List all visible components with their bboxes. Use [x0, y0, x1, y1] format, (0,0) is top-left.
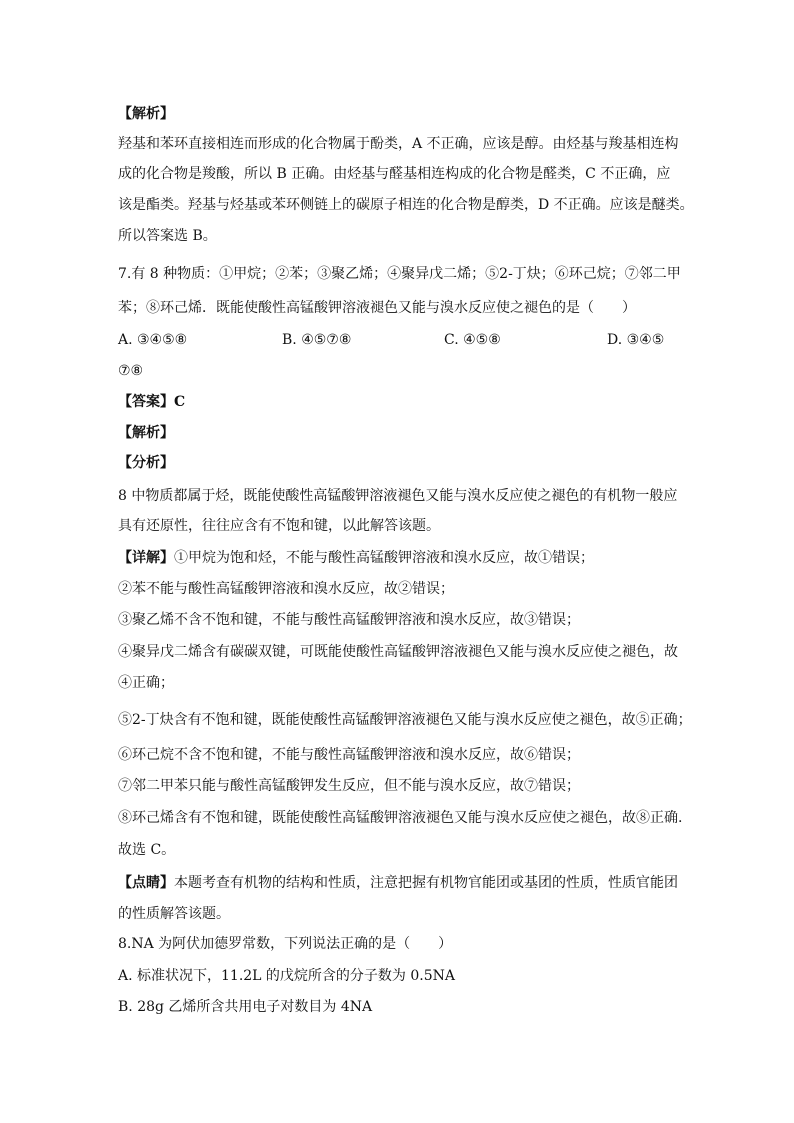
option-a: A. ③④⑤⑧	[118, 332, 188, 348]
question-8-stem: 8.NA 为阿伏加德罗常数，下列说法正确的是（ ）	[118, 936, 453, 952]
answer	[118, 392, 185, 412]
option-a: A. 标准状况下，11.2L 的戊烷所含的分子数为 0.5NA	[118, 968, 456, 984]
detail-line: ⑥环己烷不含不饱和键，不能与酸性高锰酸钾溶液和溴水反应，故⑥错误；	[118, 747, 580, 763]
fenxi-line: 具有还原性，往往应含有不饱和键，以此解答该题。	[118, 518, 440, 534]
analysis-line: 所以答案选 B。	[118, 228, 217, 244]
detail-line: ⑦邻二甲苯只能与酸性高锰酸钾发生反应，但不能与溴水反应，故⑦错误；	[118, 778, 580, 794]
detail-text: ①甲烷为饱和烃，不能与酸性高锰酸钾溶液和溴水反应，故①错误；	[174, 550, 594, 566]
detail-line: 故选 C。	[118, 842, 176, 858]
point-line	[118, 873, 678, 893]
detail-line: ③聚乙烯不含不饱和键，不能与酸性高锰酸钾溶液和溴水反应，故③错误；	[118, 612, 580, 628]
detail-line: ②苯不能与酸性高锰酸钾溶液和溴水反应，故②错误；	[118, 581, 454, 597]
detail-line: ④正确；	[118, 675, 174, 691]
option-b: B. ④⑤⑦⑧	[282, 332, 352, 348]
fenxi-line: 8 中物质都属于烃，既能使酸性高锰酸钾溶液褪色又能与溴水反应使之褪色的有机物一般应	[118, 488, 678, 504]
analysis-heading: 【解析】	[118, 425, 174, 441]
option-c: C. ④⑤⑧	[444, 332, 501, 348]
answer-label: 【答案】C	[118, 394, 186, 410]
point-text: 本题考查有机物的结构和性质，注意把握有机物官能团或基团的性质，性质官能团	[174, 875, 678, 891]
detail-line: ④聚异戊二烯含有碳碳双键，可既能使酸性高锰酸钾溶液褪色又能与溴水反应使之褪色，故	[118, 644, 678, 660]
question-7-stem: 7.有 8 种物质：①甲烷；②苯；③聚乙烯；④聚异戊二烯；⑤2-丁炔；⑥环己烷；⑦邻二甲	[118, 266, 681, 282]
analysis-line: 该是酯类。羟基与烃基或苯环侧链上的碳原子相连的化合物是醇类，D 不正确。应该是醚类。	[118, 197, 694, 213]
option-d-wrap: ⑦⑧	[118, 363, 144, 379]
point-label: 【点睛】	[118, 875, 174, 891]
analysis-heading: 【解析】	[118, 106, 174, 122]
point-line: 的性质解答该题。	[118, 906, 230, 922]
question-7-stem: 苯；⑧环己烯．既能使酸性高锰酸钾溶液褪色又能与溴水反应使之褪色的是（ ）	[118, 300, 636, 316]
analysis-line: 羟基和苯环直接相连而形成的化合物属于酚类，A 不正确，应该是醇。由烃基与羧基相连构	[118, 136, 679, 152]
detail-line	[118, 548, 594, 568]
option-d: D. ③④⑤	[607, 332, 665, 348]
detail-label: 【详解】	[118, 550, 174, 566]
detail-line: ⑧环己烯含有不饱和键，既能使酸性高锰酸钾溶液褪色又能与溴水反应使之褪色，故⑧正确.	[118, 810, 683, 826]
fenxi-heading: 【分析】	[118, 455, 174, 471]
detail-line: ⑤2-丁炔含有不饱和键，既能使酸性高锰酸钾溶液褪色又能与溴水反应使之褪色，故⑤正确；	[118, 712, 692, 728]
option-b: B. 28g 乙烯所含共用电子对数目为 4NA	[118, 999, 373, 1015]
analysis-line: 成的化合物是羧酸，所以 B 正确。由烃基与醛基相连构成的化合物是醛类，C 不正确，应	[118, 166, 671, 182]
